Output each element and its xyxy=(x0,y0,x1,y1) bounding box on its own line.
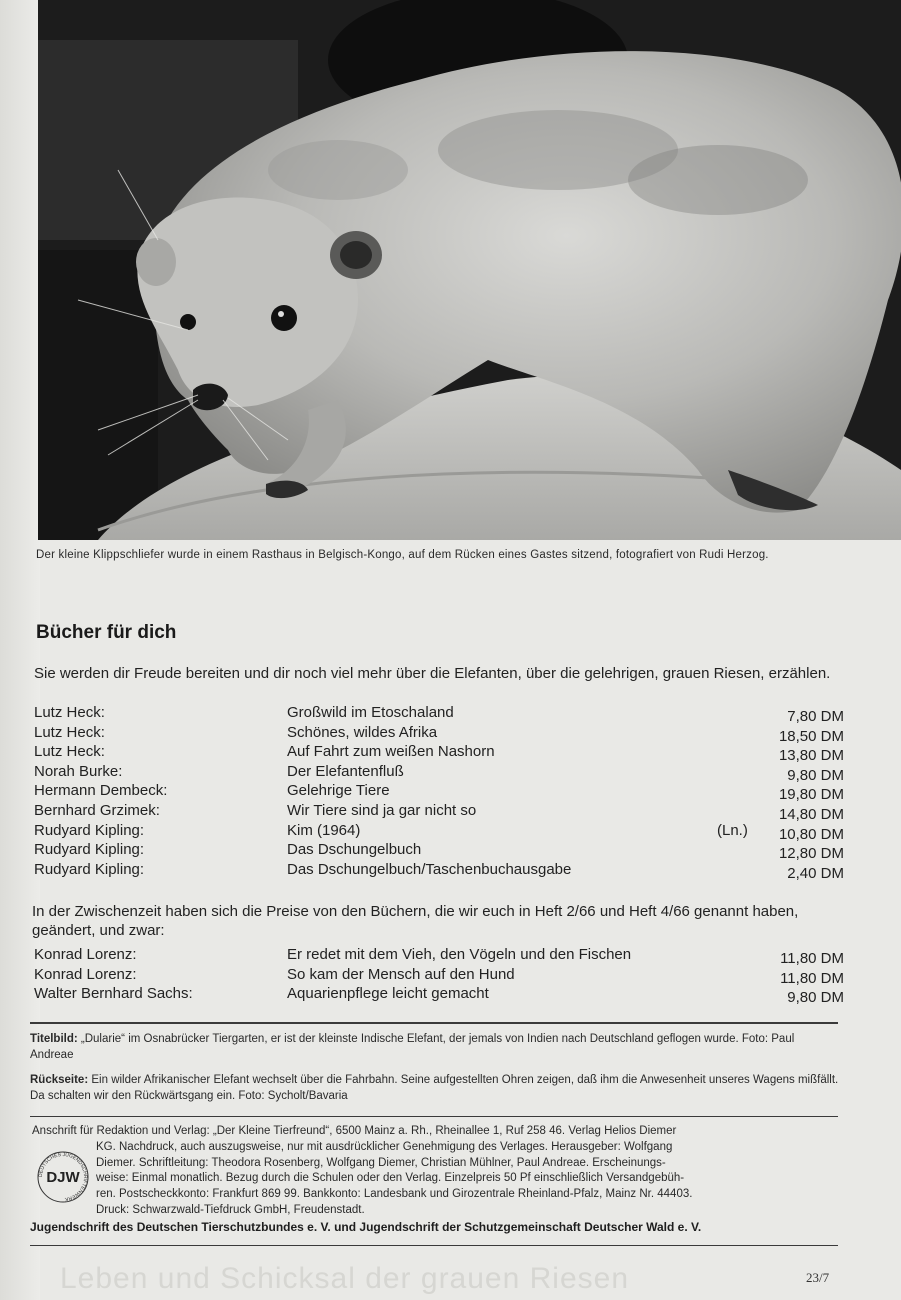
divider xyxy=(30,1022,838,1024)
price-change-note: In der Zwischenzeit haben sich die Preise von den Büchern, die wir euch in Heft 2/66 und Heft 4/66 genannt haben, geändert, und zwar: xyxy=(32,903,799,939)
imprint-line: Diemer. Schriftleitung: Theodora Rosenberg, Wolfgang Diemer, Christian Mühlner, Paul Andreae. Erscheinungs- xyxy=(96,1156,666,1169)
book-title: Er redet mit dem Vieh, den Vögeln und den Fischen xyxy=(287,946,632,963)
book-note: (Ln.) xyxy=(717,821,748,839)
back-cover-credit-text: Ein wilder Afrikanischer Elefant wechselt über die Fahrbahn. Seine aufgestellten Ohren zeigen, daß ihm die Anwesenheit unseres Wagens mißfällt. Da schalten wir den Rückwärtsgang ein. Foto: Sycholt/Bavaria xyxy=(30,1074,839,1102)
book-row xyxy=(34,763,844,783)
book-row xyxy=(34,841,844,861)
imprint-line: Anschrift für Redaktion und Verlag: „Der Kleine Tierfreund“, 6500 Mainz a. Rh., Rheinallee 1, Ruf 258 46. Verlag Helios Diemer xyxy=(32,1125,677,1137)
section-intro: Sie werden dir Freude bereiten und dir noch viel mehr über die Elefanten, über die gelehrigen, grauen Riesen, erzählen. xyxy=(34,665,831,682)
book-price: 11,80 DM xyxy=(780,969,844,987)
divider xyxy=(30,1116,838,1117)
section-title: Bücher für dich xyxy=(36,622,177,643)
divider xyxy=(30,1245,838,1246)
hyrax-photo xyxy=(38,0,901,540)
book-price: 11,80 DM xyxy=(780,950,844,967)
book-row xyxy=(34,985,844,1005)
page-number: 23/7 xyxy=(806,1270,830,1285)
book-row xyxy=(34,743,844,763)
book-row xyxy=(34,724,844,744)
book-title: Gelehrige Tiere xyxy=(287,782,390,800)
book-price: 9,80 DM xyxy=(787,989,844,1007)
book-author: Rudyard Kipling: xyxy=(34,860,145,878)
book-title: Das Dschungelbuch xyxy=(287,841,422,859)
book-row xyxy=(34,822,844,842)
book-price: 19,80 DM xyxy=(778,786,844,804)
book-price: 14,80 DM xyxy=(778,805,844,823)
book-author: Lutz Heck: xyxy=(34,743,105,761)
book-author: Walter Bernhard Sachs: xyxy=(34,985,193,1003)
book-price: 12,80 DM xyxy=(778,845,844,863)
book-author: Rudyard Kipling: xyxy=(34,821,145,839)
book-price: 18,50 DM xyxy=(778,727,844,745)
book-title: Wir Tiere sind ja gar nicht so xyxy=(287,801,477,819)
book-title: Auf Fahrt zum weißen Nashorn xyxy=(287,743,495,761)
book-title: Das Dschungelbuch/Taschenbuchausgabe xyxy=(287,860,572,878)
logo-letters: DJW xyxy=(46,1169,80,1186)
page-edge xyxy=(0,0,40,1300)
back-cover-credit xyxy=(30,1073,840,1104)
book-row xyxy=(34,782,844,802)
book-price: 10,80 DM xyxy=(778,825,844,843)
imprint-line: ren. Postscheckkonto: Frankfurt 869 99. Bankkonto: Landesbank und Girozentrale Rheinland-Pfalz, Mainz Nr. 44403. xyxy=(96,1188,693,1201)
book-author: Konrad Lorenz: xyxy=(34,946,137,963)
cover-credit xyxy=(30,1032,840,1063)
imprint-line: KG. Nachdruck, auch auszugsweise, nur mit ausdrücklicher Genehmigung des Verlages. Herausgeber: Wolfgang xyxy=(96,1140,673,1153)
cover-credit-label: Titelbild: xyxy=(30,1033,78,1045)
book-row xyxy=(34,704,844,724)
book-author: Bernhard Grzimek: xyxy=(34,801,160,819)
book-author: Hermann Dembeck: xyxy=(34,782,168,800)
book-list xyxy=(34,704,844,880)
book-row xyxy=(34,802,844,822)
book-title: Aquarienpflege leicht gemacht xyxy=(287,985,489,1003)
book-title: So kam der Mensch auf den Hund xyxy=(287,965,515,983)
hyrax-photo-drawing xyxy=(38,0,901,540)
back-cover-credit-label: Rückseite: xyxy=(30,1074,89,1086)
book-title: Großwild im Etoschaland xyxy=(287,704,454,721)
book-row xyxy=(34,861,844,881)
book-row xyxy=(34,946,844,966)
book-author: Konrad Lorenz: xyxy=(34,965,137,983)
book-author: Lutz Heck: xyxy=(34,723,105,741)
book-author: Norah Burke: xyxy=(34,762,123,780)
book-price: 13,80 DM xyxy=(778,747,844,765)
book-title: Kim (1964) xyxy=(287,821,361,839)
imprint xyxy=(32,1124,838,1219)
book-price: 7,80 DM xyxy=(787,708,844,725)
photo-caption: Der kleine Klippschliefer wurde in einem Rasthaus in Belgisch-Kongo, auf dem Rücken eines Gastes sitzend, fotografiert von Rudi Herzog. xyxy=(36,549,769,561)
cover-credit-text: „Dularie“ im Osnabrücker Tiergarten, er ist der kleinste Indische Elefant, der jemals von Indien nach Deutschland geflogen wurde. Foto: Paul Andreae xyxy=(30,1033,795,1061)
footer-affiliation: Jugendschrift des Deutschen Tierschutzbundes e. V. und Jugendschrift der Schutzgemeinschaft Deutscher Wald e. V. xyxy=(30,1220,702,1234)
show-through-text: Leben und Schicksal der grauen Riesen xyxy=(60,1262,630,1295)
imprint-line: weise: Einmal monatlich. Bezug durch die Schulen oder den Verlag. Einzelpreis 50 Pf einschließlich Versandgebüh- xyxy=(96,1172,685,1185)
book-author: Rudyard Kipling: xyxy=(34,841,145,859)
changed-price-list xyxy=(34,946,844,1005)
book-row xyxy=(34,966,844,986)
book-title: Der Elefantenfluß xyxy=(287,762,404,780)
djw-logo-icon xyxy=(36,1150,90,1204)
book-price: 9,80 DM xyxy=(787,766,844,784)
logo-ring-text: DEUTSCHES JUGENDSCHRIFTENWERK xyxy=(37,1151,89,1202)
book-title: Schönes, wildes Afrika xyxy=(287,723,438,741)
imprint-line: Druck: Schwarzwald-Tiefdruck GmbH, Freudenstadt. xyxy=(96,1203,365,1216)
book-author: Lutz Heck: xyxy=(34,704,105,721)
book-price: 2,40 DM xyxy=(787,864,844,882)
